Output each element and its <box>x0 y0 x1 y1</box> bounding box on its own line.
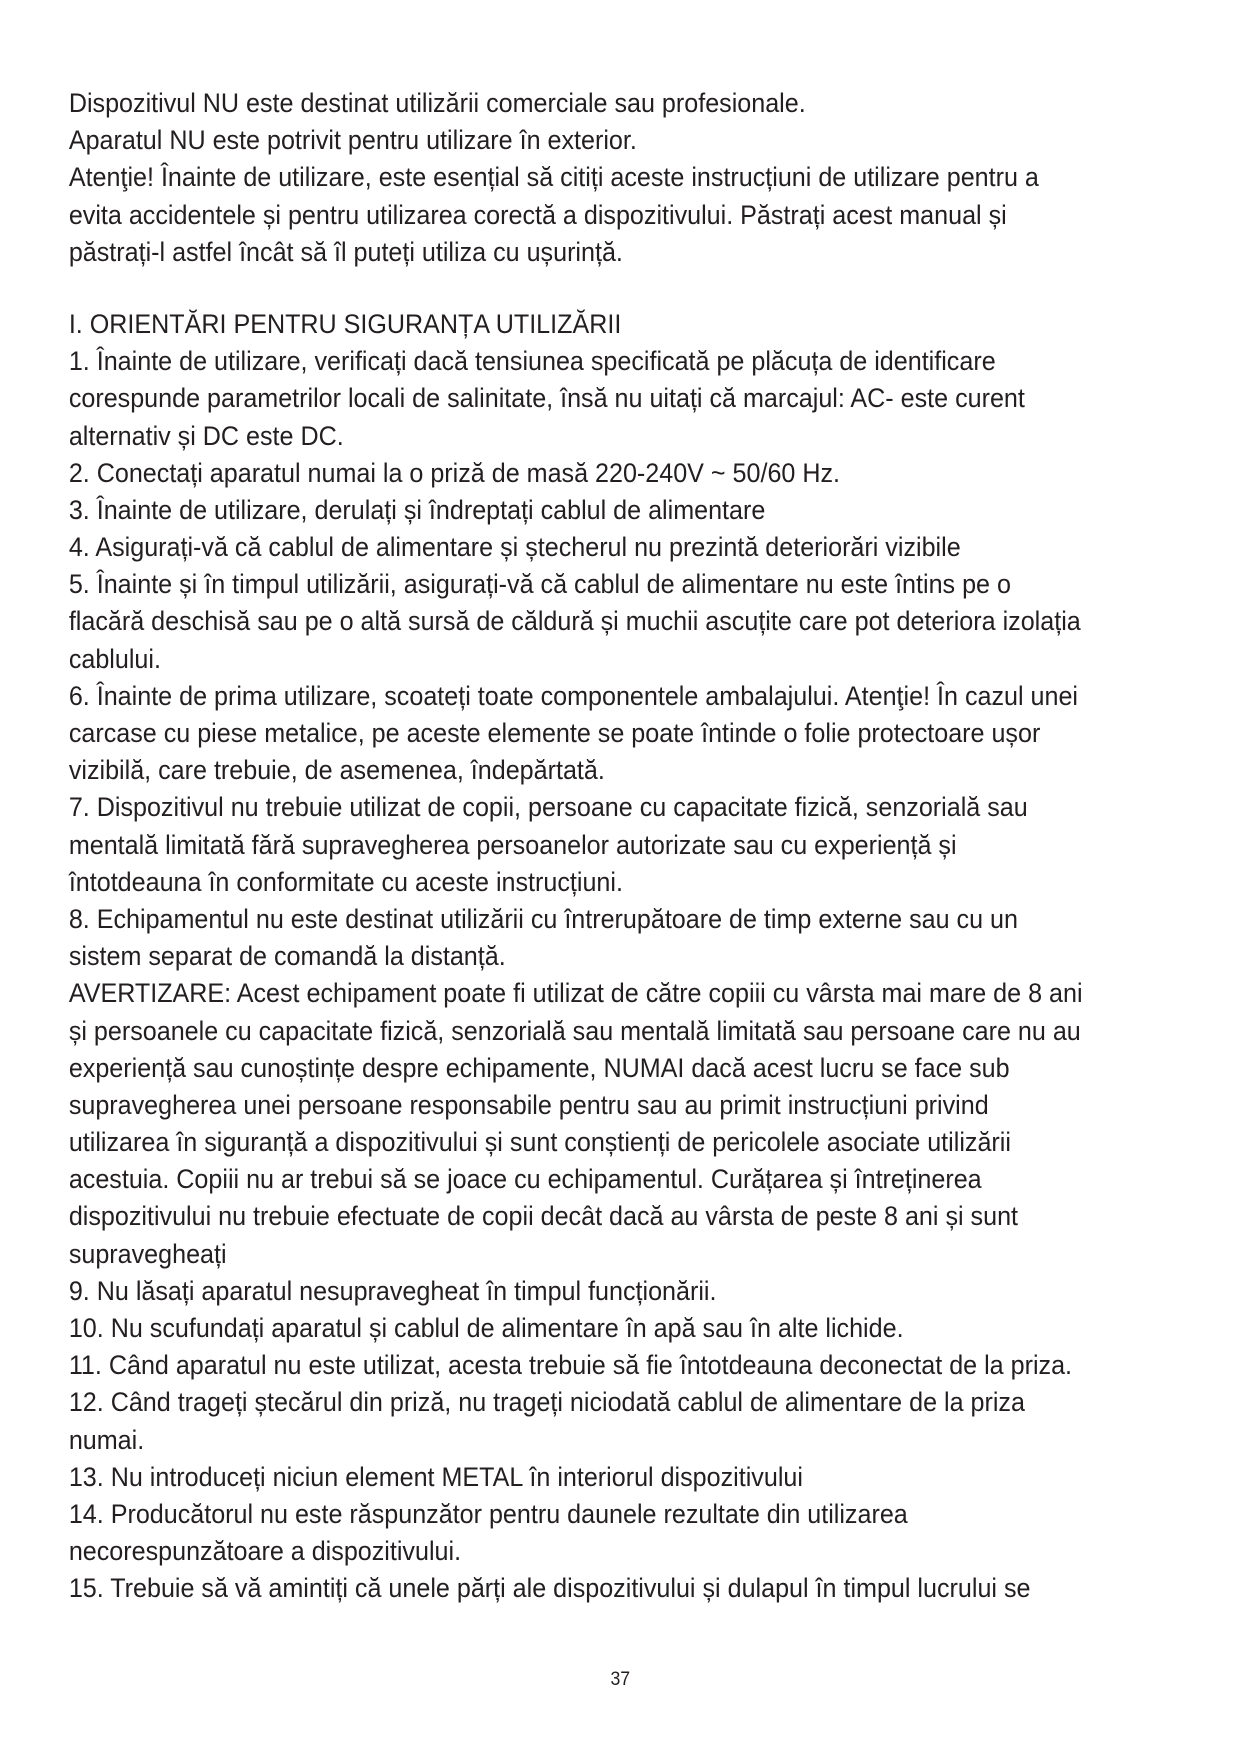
text-line: flacără deschisă sau pe o altă sursă de căldură și muchii ascuțite care pot deteriora izolația <box>68 606 1081 637</box>
paragraph-5 <box>69 566 1218 678</box>
text-line: 15. Trebuie să vă amintiți că unele părți ale dispozitivului și dulapul în timpul lucrului se <box>68 1573 1031 1604</box>
text-line: 11. Când aparatul nu este utilizat, acesta trebuie să fie întotdeauna deconectat de la priza. <box>68 1350 1073 1381</box>
text-line: sistem separat de comandă la distanță. <box>68 941 506 972</box>
intro-paragraph <box>69 122 1218 159</box>
text-line: vizibilă, care trebuie, de asemenea, îndepărtată. <box>68 755 605 786</box>
text-line: Dispozitivul NU este destinat utilizării comerciale sau profesionale. <box>68 88 806 118</box>
text-line: 9. Nu lăsați aparatul nesupravegheat în timpul funcționării. <box>68 1275 717 1306</box>
text-line: întotdeauna în conformitate cu aceste instrucțiuni. <box>68 866 623 897</box>
paragraph-15 <box>69 1570 1218 1607</box>
text-line: Aparatul NU este potrivit pentru utilizare în exterior. <box>68 125 637 156</box>
paragraph-14 <box>69 1496 1218 1570</box>
paragraph-7 <box>69 789 1218 901</box>
paragraph-11 <box>69 1347 1218 1384</box>
paragraph-1 <box>69 343 1218 455</box>
text-line: carcase cu piese metalice, pe aceste elemente se poate întinde o folie protectoare ușor <box>68 718 1041 748</box>
intro-paragraph <box>69 85 1218 122</box>
text-line: 6. Înainte de prima utilizare, scoateți toate componentele ambalajului. Atenţie! În cazul unei <box>68 680 1079 711</box>
text-line: alternativ și DC este DC. <box>68 420 344 451</box>
text-line: AVERTIZARE: Acest echipament poate fi utilizat de către copiii cu vârsta mai mare de 8 ani <box>68 978 1083 1009</box>
text-line: 2. Conectați aparatul numai la o priză de masă 220-240V ~ 50/60 Hz. <box>68 457 841 488</box>
text-line: Atenţie! Înainte de utilizare, este esențial să citiți aceste instrucțiuni de utilizare pentru a <box>68 162 1039 193</box>
text-line: și persoanele cu capacitate fizică, senzorială sau mentală limitată sau persoane care nu au <box>68 1015 1081 1046</box>
text-line: dispozitivului nu trebuie efectuate de copii decât dacă au vârsta de peste 8 ani și sunt <box>68 1201 1019 1232</box>
text-line: corespunde parametrilor locali de salinitate, însă nu uitați că marcajul: AC- este curent <box>68 383 1025 414</box>
text-line: 4. Asigurați-vă că cablul de alimentare și ștecherul nu prezintă deteriorări vizibile <box>68 532 961 563</box>
paragraph-6 <box>69 678 1218 790</box>
warning-paragraph <box>69 975 1218 1273</box>
text-line: supravegherea unei persoane responsabile pentru sau au primit instrucțiuni privind <box>68 1089 989 1120</box>
text-line: supravegheați <box>68 1238 227 1269</box>
text-line: 3. Înainte de utilizare, derulați și îndreptați cablul de alimentare <box>68 494 766 525</box>
paragraph-12 <box>69 1384 1218 1458</box>
text-line: 10. Nu scufundați aparatul și cablul de alimentare în apă sau în alte lichide. <box>68 1313 904 1343</box>
text-line: 8. Echipamentul nu este destinat utilizării cu întrerupătoare de timp externe sau cu un <box>68 903 1018 934</box>
text-line: experiență sau cunoștințe despre echipamente, NUMAI dacă acest lucru se face sub <box>68 1052 1010 1083</box>
text-line: 14. Producătorul nu este răspunzător pentru daunele rezultate din utilizarea <box>68 1498 908 1529</box>
text-line: 5. Înainte și în timpul utilizării, asigurați-vă că cablul de alimentare nu este întins pe o <box>68 569 1011 600</box>
text-line: acestuia. Copiii nu ar trebui să se joace cu echipamentul. Curățarea și întreținerea <box>68 1164 982 1195</box>
text-line: 12. Când trageți ștecărul din priză, nu trageți niciodată cablul de alimentare de la priza <box>68 1387 1025 1418</box>
intro-paragraph <box>69 159 1218 271</box>
text-line: numai. <box>68 1424 145 1455</box>
text-line: 7. Dispozitivul nu trebuie utilizat de copii, persoane cu capacitate fizică, senzorială sau <box>68 792 1028 823</box>
text-line: evita accidentele și pentru utilizarea corectă a dispozitivului. Păstrați acest manual și <box>68 199 1007 230</box>
text-line: mentală limitată fără supravegherea persoanelor autorizate sau cu experiență și <box>68 829 957 860</box>
text-line: 13. Nu introduceți niciun element METAL în interiorul dispozitivului <box>68 1461 803 1492</box>
page-number: 37 <box>610 1669 631 1690</box>
text-line: necorespunzătoare a dispozitivului. <box>68 1536 462 1567</box>
page-content <box>69 85 1218 1608</box>
text-line: 1. Înainte de utilizare, verificați dacă tensiunea specificată pe plăcuța de identificare <box>68 346 996 377</box>
paragraph-3 <box>69 492 1218 529</box>
paragraph-13 <box>69 1459 1218 1496</box>
paragraph-9 <box>69 1273 1218 1310</box>
text-line: cablului. <box>68 643 161 674</box>
intro-block <box>69 85 1218 271</box>
text-line: utilizarea în siguranță a dispozitivului și sunt conștienți de pericolele asociate utilizării <box>68 1127 1011 1158</box>
paragraph-8 <box>69 901 1218 975</box>
paragraph-2 <box>69 455 1218 492</box>
paragraph-10 <box>69 1310 1218 1347</box>
section-title: I. ORIENTĂRI PENTRU SIGURANȚA UTILIZĂRII <box>68 308 622 339</box>
safety-section <box>69 306 1218 1608</box>
text-line: păstrați-l astfel încât să îl puteți utiliza cu ușurință. <box>68 236 623 267</box>
paragraph-4 <box>69 529 1218 566</box>
section-gap <box>69 271 1218 306</box>
